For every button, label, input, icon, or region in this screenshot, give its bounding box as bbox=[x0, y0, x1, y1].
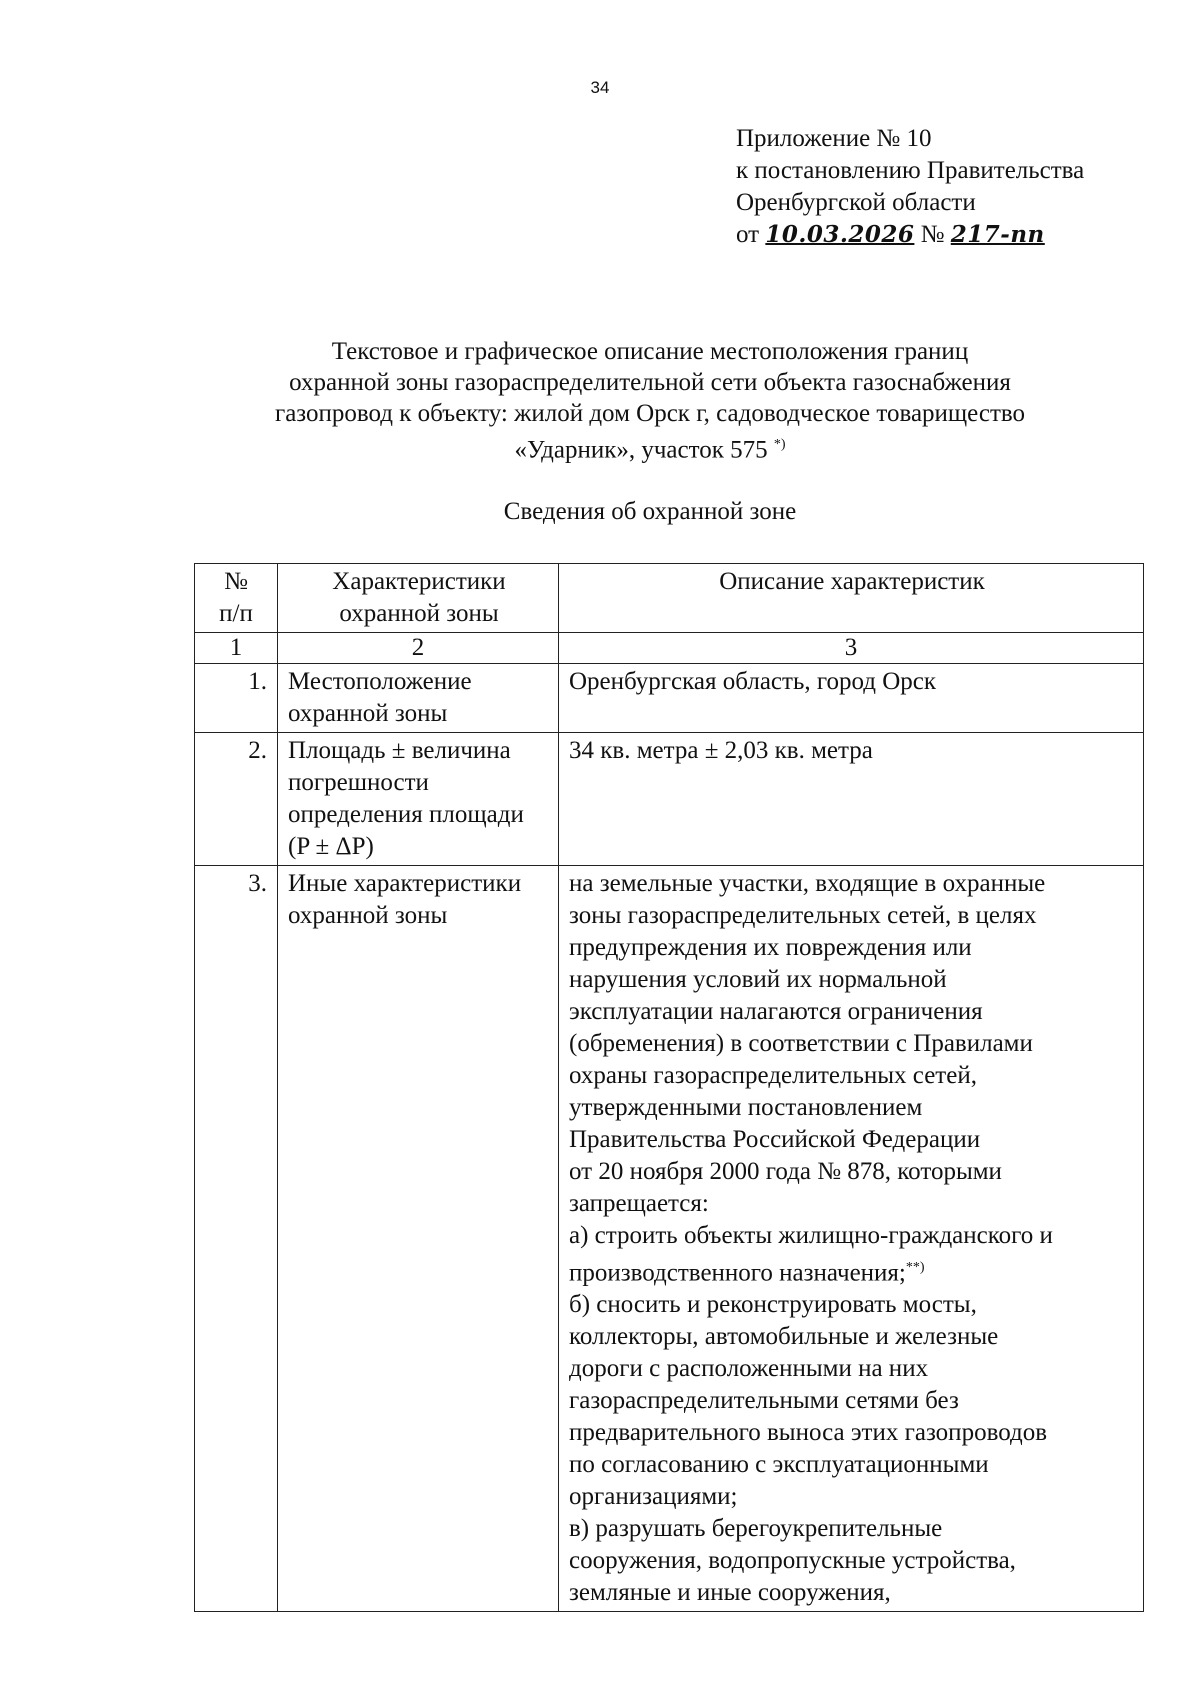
header-number-symbol: № bbox=[224, 568, 248, 595]
row-description bbox=[559, 664, 1144, 733]
description-line: а) строить объекты жилищно-гражданского и bbox=[569, 1222, 1053, 1249]
appendix-header bbox=[736, 123, 1084, 251]
characteristic-line: охранной зоны bbox=[288, 700, 448, 727]
description-line: (обременения) в соответствии с Правилами bbox=[569, 1030, 1033, 1057]
page-number: 34 bbox=[590, 78, 610, 97]
title-footnote-mark: *) bbox=[773, 437, 786, 452]
description-line: на земельные участки, входящие в охранные bbox=[569, 870, 1046, 897]
description-line: утвержденными постановлением bbox=[569, 1094, 923, 1121]
characteristic-line: Иные характеристики bbox=[288, 870, 522, 897]
description-line: эксплуатации налагаются ограничения bbox=[569, 998, 983, 1025]
description-line: зоны газораспределительных сетей, в целях bbox=[569, 902, 1037, 929]
title-line-2: охранной зоны газораспределительной сети объекта газоснабжения bbox=[289, 369, 1011, 396]
row-description bbox=[559, 733, 1144, 866]
column-number-2: 2 bbox=[278, 633, 559, 664]
description-line: от 20 ноября 2000 года № 878, которыми bbox=[569, 1158, 1002, 1185]
description-line: земляные и иные сооружения, bbox=[569, 1579, 891, 1607]
handwritten-number: 217-пп bbox=[950, 221, 1045, 248]
description-line: в) разрушать берегоукрепительные bbox=[569, 1515, 943, 1543]
row-characteristic bbox=[278, 664, 559, 733]
handwritten-date: 10.03.2026 bbox=[765, 221, 915, 248]
row-description bbox=[559, 866, 1144, 1612]
title-line-4 bbox=[150, 429, 1150, 465]
number-prefix: № bbox=[920, 221, 945, 248]
header-characteristic bbox=[278, 564, 559, 633]
description-footnote-mark: **) bbox=[905, 1260, 925, 1275]
description-line: сооружения, водопропускные устройства, bbox=[569, 1547, 1016, 1575]
row-number: 1. bbox=[195, 664, 278, 733]
table-header-row bbox=[195, 564, 1144, 633]
column-number-3: 3 bbox=[559, 633, 1144, 664]
appendix-title: Приложение № 10 bbox=[736, 125, 932, 152]
title-line-4-text: «Ударник», участок 575 bbox=[514, 436, 768, 464]
description-line: 34 кв. метра ± 2,03 кв. метра bbox=[569, 737, 873, 764]
row-number: 2. bbox=[195, 733, 278, 866]
characteristic-line: Площадь ± величина bbox=[288, 737, 511, 764]
description-line: организациями; bbox=[569, 1483, 738, 1511]
title-line-3: газопровод к объекту: жилой дом Орск г, садоводческое товарищество bbox=[274, 400, 1026, 427]
table-row bbox=[195, 866, 1144, 1612]
characteristic-line: (P ± ΔP) bbox=[288, 833, 374, 860]
description-line: б) сносить и реконструировать мосты, bbox=[569, 1291, 977, 1319]
document-title bbox=[150, 336, 1150, 465]
appendix-date-number bbox=[736, 219, 1084, 251]
date-prefix: от bbox=[736, 221, 760, 248]
characteristic-line: Местоположение bbox=[288, 668, 472, 695]
description-line: нарушения условий их нормальной bbox=[569, 966, 947, 993]
description-line: охраны газораспределительных сетей, bbox=[569, 1062, 977, 1089]
description-line: газораспределительными сетями без bbox=[569, 1387, 959, 1415]
column-number-row bbox=[195, 633, 1144, 664]
table-row bbox=[195, 733, 1144, 866]
header-number bbox=[195, 564, 278, 633]
appendix-reference: к постановлению Правительства bbox=[736, 157, 1085, 184]
table-row bbox=[195, 664, 1144, 733]
section-subtitle: Сведения об охранной зоне bbox=[503, 498, 797, 525]
description-line: дороги с расположенными на них bbox=[569, 1355, 929, 1383]
description-line: предупреждения их повреждения или bbox=[569, 934, 972, 961]
description-line: предварительного выноса этих газопроводов bbox=[569, 1419, 1048, 1447]
description-line-text: производственного назначения; bbox=[569, 1259, 906, 1287]
characteristic-line: определения площади bbox=[288, 801, 524, 828]
description-line: по согласованию с эксплуатационными bbox=[569, 1451, 989, 1479]
row-number: 3. bbox=[195, 866, 278, 1612]
description-line: Правительства Российской Федерации bbox=[569, 1126, 981, 1153]
description-line: коллекторы, автомобильные и железные bbox=[569, 1323, 999, 1351]
header-characteristic-line-2: охранной зоны bbox=[339, 600, 499, 627]
appendix-region: Оренбургской области bbox=[736, 189, 976, 216]
description-line: запрещается: bbox=[569, 1190, 709, 1217]
header-description: Описание характеристик bbox=[559, 564, 1144, 633]
row-characteristic bbox=[278, 866, 559, 1612]
row-characteristic bbox=[278, 733, 559, 866]
characteristic-line: охранной зоны bbox=[288, 902, 448, 929]
header-characteristic-line-1: Характеристики bbox=[332, 568, 506, 595]
zone-info-table bbox=[194, 563, 1144, 1612]
description-line bbox=[569, 1252, 1135, 1289]
header-number-abbrev: п/п bbox=[219, 600, 253, 627]
description-line: Оренбургская область, город Орск bbox=[569, 668, 937, 695]
column-number-1: 1 bbox=[195, 633, 278, 664]
characteristic-line: погрешности bbox=[288, 769, 429, 796]
title-line-1: Текстовое и графическое описание местоположения границ bbox=[331, 338, 969, 365]
